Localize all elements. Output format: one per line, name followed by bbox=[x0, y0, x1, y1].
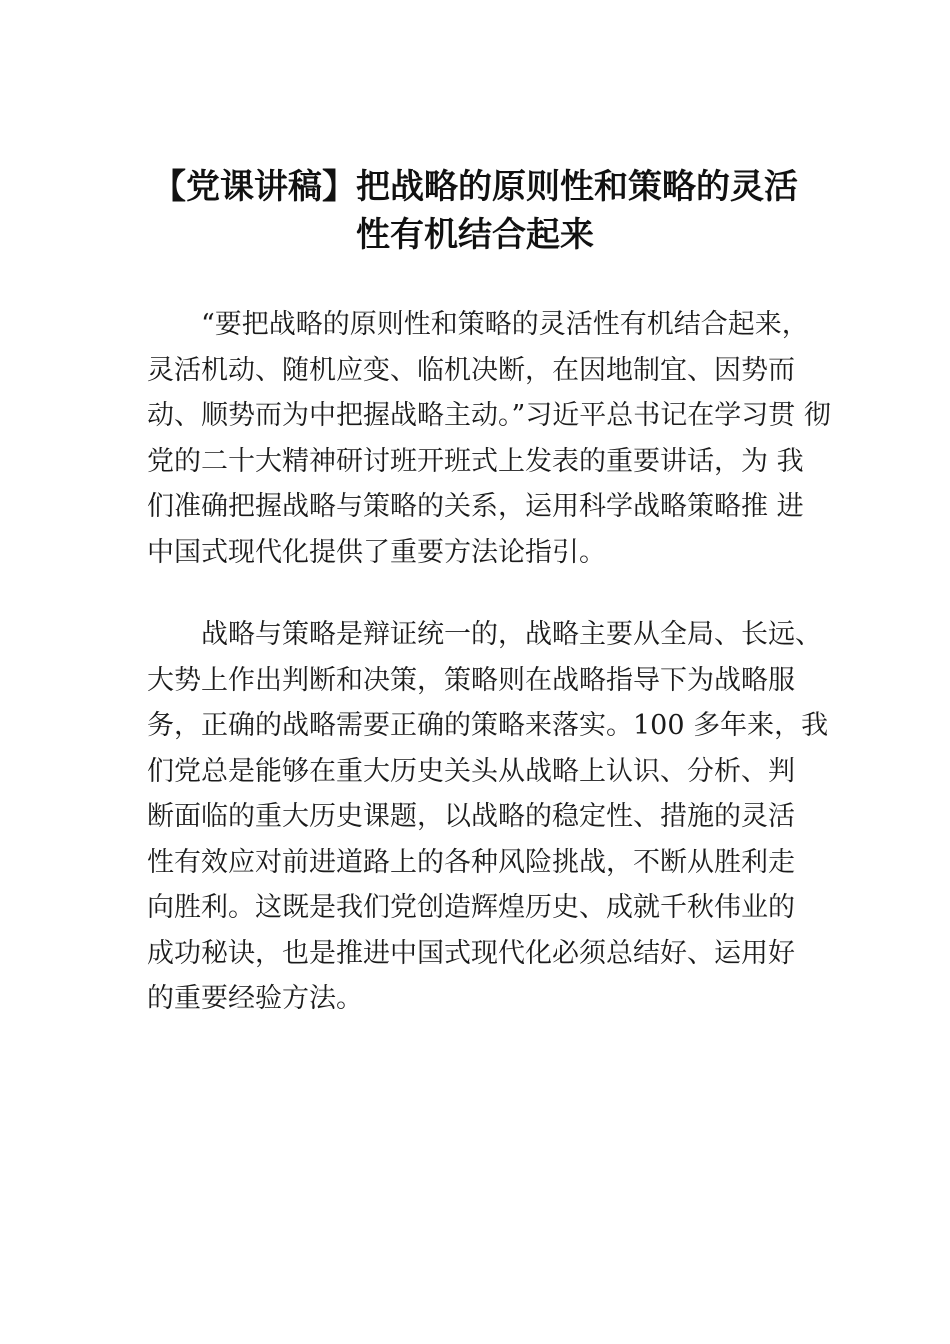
paragraph-line: 性有效应对前进道路上的各种风险挑战，不断从胜利走 bbox=[147, 846, 795, 878]
paragraph-2 bbox=[147, 612, 837, 1022]
paragraph-line: 的重要经验方法。 bbox=[147, 983, 363, 1014]
paragraph-line: 向胜利。这既是我们党创造辉煌历史、成就千秋伟业的 bbox=[147, 892, 795, 923]
document-title-line-1: 【党课讲稿】把战略的原则性和策略的灵活 bbox=[152, 167, 798, 207]
paragraph-line: 们党总是能够在重大历史关头从战略上认识、分析、判 bbox=[147, 755, 795, 787]
paragraph-line: 党的二十大精神研讨班开班式上发表的重要讲话，为 我 bbox=[147, 445, 804, 477]
paragraph-line: 动、顺势而为中把握战略主动。”习近平总书记在学习贯 彻 bbox=[147, 400, 831, 431]
paragraph-line: 们准确把握战略与策略的关系，运用科学战略策略推 进 bbox=[147, 491, 804, 522]
paragraph-line: 灵活机动、随机应变、临机决断，在因地制宜、因势而 bbox=[147, 354, 795, 386]
paragraph-line: 战略与策略是辩证统一的，战略主要从全局、长远、 bbox=[201, 619, 822, 650]
paragraph-line: “要把战略的原则性和策略的灵活性有机结合起来， bbox=[201, 309, 809, 340]
paragraph-line: 务，正确的战略需要正确的策略来落实。100 多年来，我 bbox=[147, 710, 829, 741]
document-title-line-2: 性有机结合起来 bbox=[356, 215, 594, 255]
paragraph-line: 断面临的重大历史课题，以战略的稳定性、措施的灵活 bbox=[147, 801, 795, 832]
paragraph-line: 大势上作出判断和决策，策略则在战略指导下为战略服 bbox=[147, 664, 795, 696]
paragraph-line: 中国式现代化提供了重要方法论指引。 bbox=[147, 536, 606, 568]
paragraph-1 bbox=[147, 302, 837, 575]
paragraph-line: 成功秘诀，也是推进中国式现代化必须总结好、运用好 bbox=[147, 937, 795, 969]
